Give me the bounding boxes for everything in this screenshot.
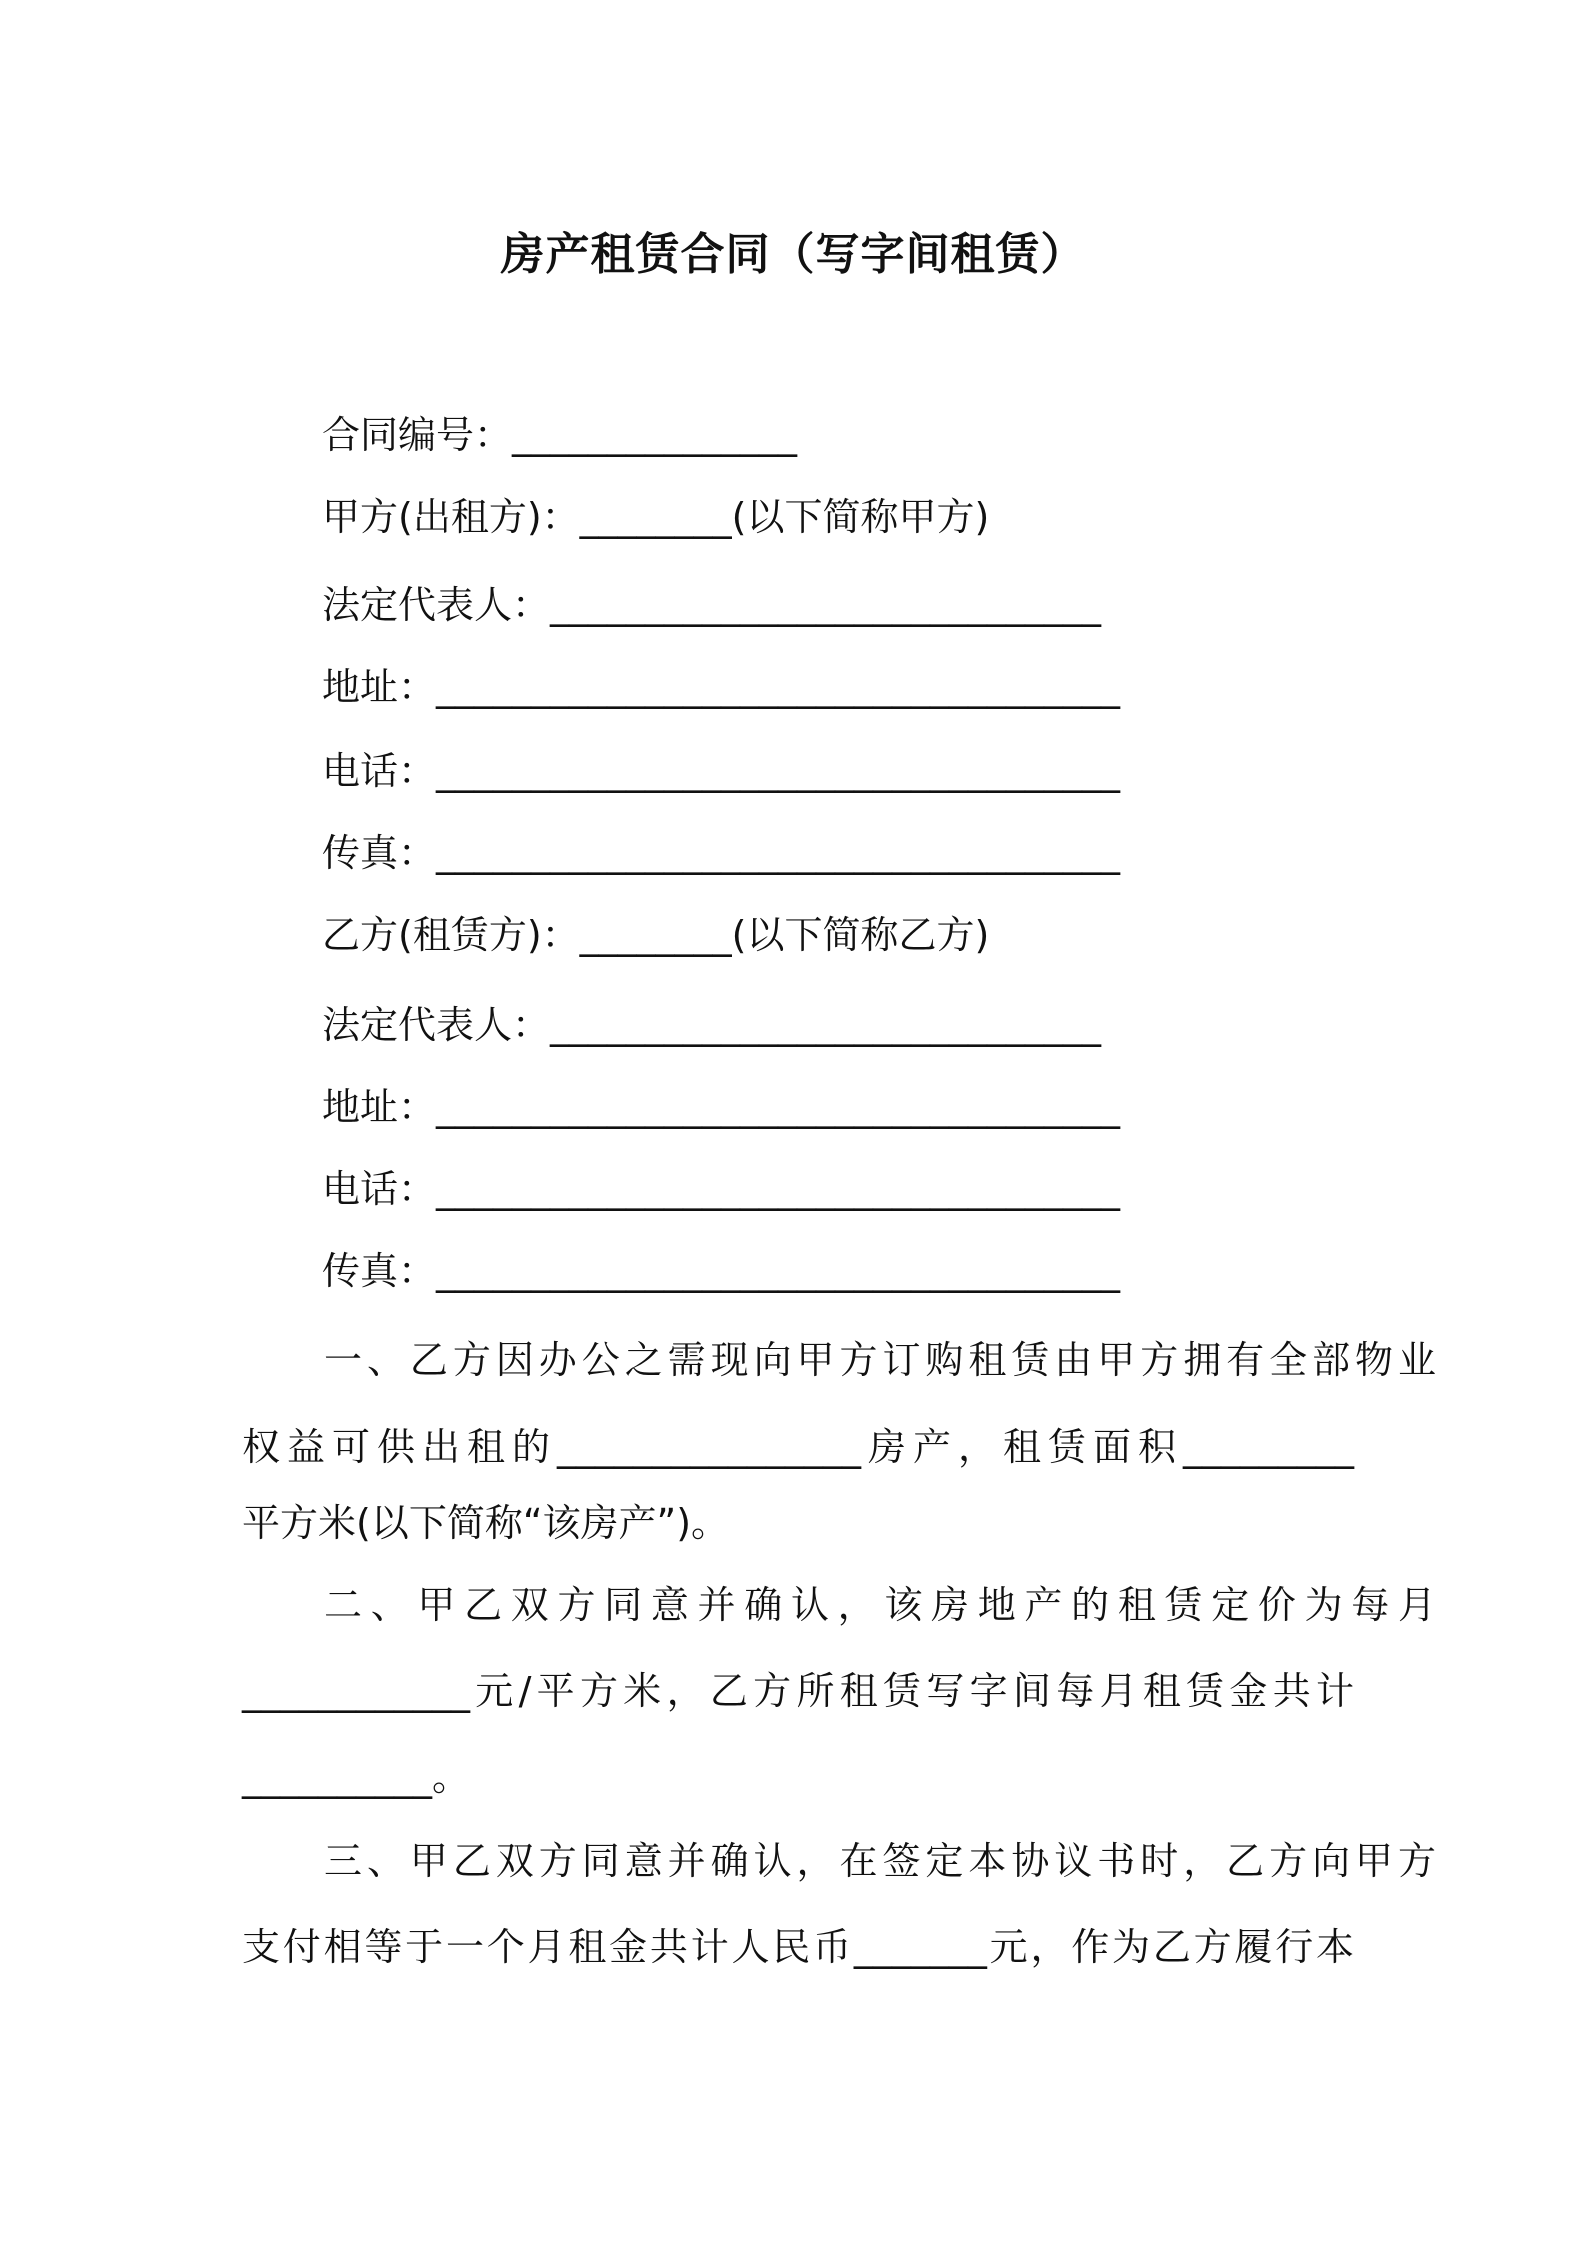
clause-1-line-1: 一、乙方因办公之需现向甲方订购租赁由甲方拥有全部物业: [324, 1338, 1436, 1382]
clause-2-line-1: 二、甲乙双方同意并确认，该房地产的租赁定价为每月: [324, 1583, 1436, 1627]
clause-3-line-1: 三、甲乙双方同意并确认，在签定本协议书时，乙方向甲方: [324, 1839, 1436, 1883]
document-title: 房产租赁合同（写字间租赁）: [500, 229, 1086, 280]
party-a-field: 甲方(出租方)：________(以下简称甲方): [322, 495, 990, 539]
party-a-fax-field: 传真：____________________________________: [322, 831, 1121, 875]
party-b-fax-field: 传真：____________________________________: [322, 1249, 1121, 1293]
clause-2-line-2: ____________元/平方米，乙方所租赁写字间每月租赁金共计: [242, 1669, 1354, 1713]
party-b-field: 乙方(租赁方)：________(以下简称乙方): [322, 913, 990, 957]
clause-1-line-2: 权益可供出租的________________房产，租赁面积_________: [242, 1425, 1354, 1469]
clause-2-line-3: __________。: [242, 1755, 471, 1799]
party-a-phone-field: 电话：____________________________________: [322, 749, 1121, 793]
contract-number-field: 合同编号：_______________: [322, 413, 798, 457]
party-b-phone-field: 电话：____________________________________: [322, 1167, 1121, 1211]
party-b-address-field: 地址：____________________________________: [322, 1085, 1121, 1129]
party-b-representative-field: 法定代表人：_____________________________: [322, 1003, 1102, 1047]
clause-1-line-3: 平方米(以下简称“该房产”)。: [242, 1501, 730, 1545]
clause-3-line-2: 支付相等于一个月租金共计人民币_______元，作为乙方履行本: [242, 1925, 1354, 1969]
party-a-representative-field: 法定代表人：_____________________________: [322, 583, 1102, 627]
party-a-address-field: 地址：____________________________________: [322, 665, 1121, 709]
